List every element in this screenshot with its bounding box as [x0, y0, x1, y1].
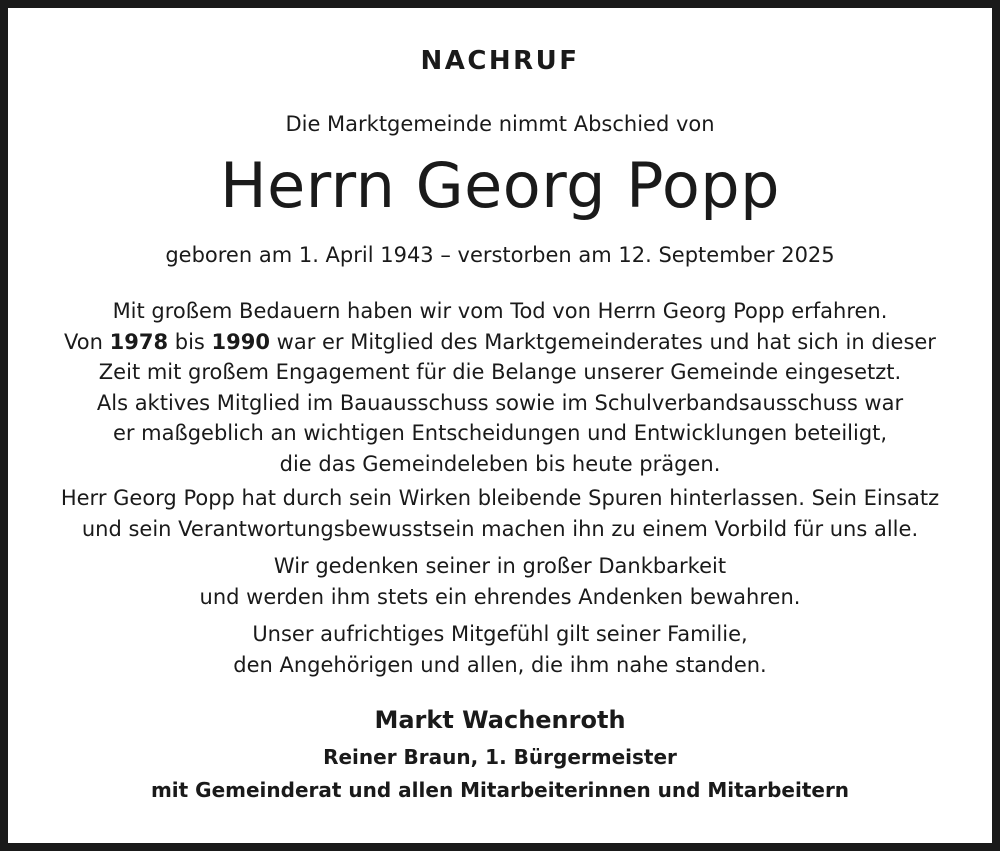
text-line: den Angehörigen und allen, die ihm nahe standen. — [233, 652, 767, 677]
intro-text: Die Marktgemeinde nimmt Abschied von — [285, 112, 715, 136]
text-line: Zeit mit großem Engagement für die Belange unserer Gemeinde eingesetzt. — [98, 360, 902, 384]
text-fragment: bis — [168, 329, 212, 354]
text-line-years — [0, 327, 1000, 358]
text-line: Als aktives Mitglied im Bauausschuss sowie im Schulverbandsausschuss war — [96, 390, 904, 415]
paragraph-legacy — [0, 483, 1000, 544]
text-fragment: Von — [64, 329, 110, 354]
text-fragment: war er Mitglied des Marktgemeinderates und hat sich in dieser — [269, 329, 936, 354]
signature-council: mit Gemeinderat und allen Mitarbeiterinnen und Mitarbeitern — [150, 778, 850, 802]
text-line: er maßgeblich an wichtigen Entscheidungen und Entwicklungen beteiligt, — [112, 421, 888, 445]
text-line: die das Gemeindeleben bis heute prägen. — [279, 451, 721, 476]
signature-mayor: Reiner Braun, 1. Bürgermeister — [323, 745, 677, 769]
text-line: Unser aufrichtiges Mitgefühl gilt seiner Familie, — [252, 622, 748, 646]
text-line: und werden ihm stets ein ehrendes Andenken bewahren. — [199, 584, 801, 609]
year-end: 1990 — [211, 329, 270, 354]
paragraph-condolence — [0, 619, 1000, 680]
life-dates: geboren am 1. April 1943 – verstorben am 12. September 2025 — [165, 243, 835, 267]
obituary-heading: NACHRUF — [420, 46, 580, 76]
text-line: Mit großem Bedauern haben wir vom Tod von Herrn Georg Popp erfahren. — [112, 299, 888, 323]
text-line: Wir gedenken seiner in großer Dankbarkeit — [273, 554, 727, 578]
deceased-name: Herrn Georg Popp — [220, 149, 780, 222]
text-line: Herr Georg Popp hat durch sein Wirken bleibende Spuren hinterlassen. Sein Einsatz — [60, 486, 940, 510]
signature-organization: Markt Wachenroth — [374, 706, 626, 734]
text-line: und sein Verantwortungsbewusstsein machen ihn zu einem Vorbild für uns alle. — [81, 516, 919, 541]
paragraph-remembrance — [0, 551, 1000, 612]
paragraph-tribute — [0, 296, 1000, 479]
year-start: 1978 — [109, 329, 169, 354]
